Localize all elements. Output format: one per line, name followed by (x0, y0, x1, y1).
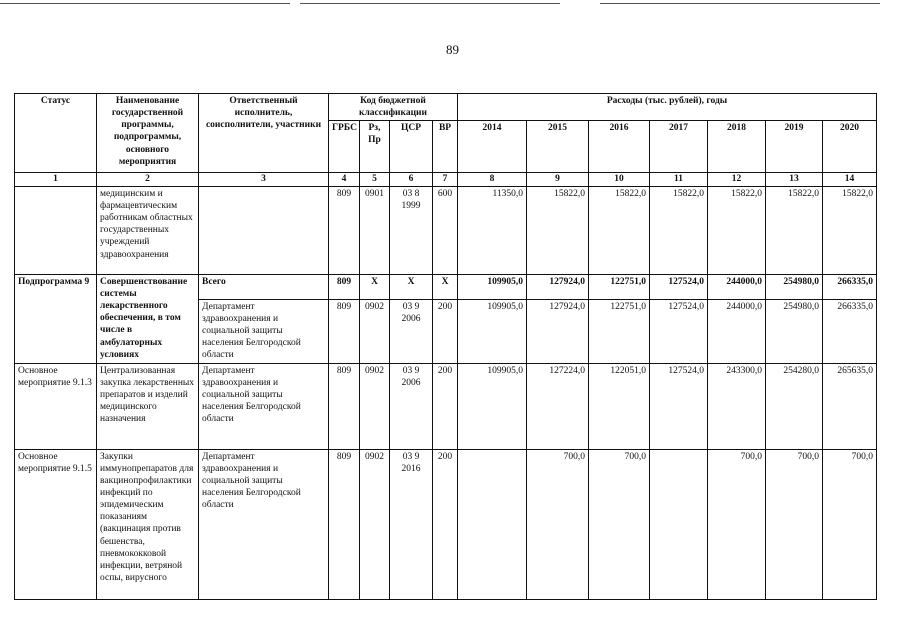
column-number-row (15, 173, 877, 186)
vr-cell: 200 (433, 449, 458, 599)
header-year: 2019 (766, 121, 823, 173)
rzpr-cell: 0902 (360, 299, 390, 363)
grbs-cell: 809 (329, 299, 360, 363)
status-cell: Основное мероприятие 9.1.3 (15, 363, 97, 449)
header-year: 2018 (708, 121, 766, 173)
value-cell: 127524,0 (650, 274, 708, 299)
value-cell: 127524,0 (650, 363, 708, 449)
name-cell: Совершенствование системы лекарственного обеспечения, в том числе в амбулаторных условиях (97, 274, 199, 363)
column-number: 11 (650, 173, 708, 186)
value-cell: 15822,0 (708, 186, 766, 274)
header-rzpr: Рз, Пр (360, 121, 390, 173)
status-cell: Основное мероприятие 9.1.5 (15, 449, 97, 599)
rzpr-cell: 0901 (360, 186, 390, 274)
value-cell: 15822,0 (527, 186, 589, 274)
value-cell: 700,0 (766, 449, 823, 599)
csr-cell: 03 9 2006 (390, 299, 433, 363)
value-cell: 15822,0 (823, 186, 877, 274)
value-cell: 122051,0 (589, 363, 650, 449)
value-cell: 11350,0 (458, 186, 527, 274)
table-row (15, 186, 877, 274)
table-row (15, 449, 877, 599)
value-cell: 700,0 (589, 449, 650, 599)
column-number: 2 (97, 173, 199, 186)
grbs-cell: 809 (329, 363, 360, 449)
vr-cell: 200 (433, 299, 458, 363)
status-cell (15, 186, 97, 274)
value-cell: 127524,0 (650, 299, 708, 363)
table-row (15, 274, 877, 299)
csr-cell: 03 9 2016 (390, 449, 433, 599)
column-number: 12 (708, 173, 766, 186)
value-cell: 244000,0 (708, 299, 766, 363)
executor-cell: Департамент здравоохранения и социальной защиты населения Белгородской области (199, 299, 329, 363)
value-cell: 127924,0 (527, 299, 589, 363)
status-cell: Подпрограмма 9 (15, 274, 97, 363)
column-number: 5 (360, 173, 390, 186)
header-year: 2014 (458, 121, 527, 173)
value-cell: 15822,0 (589, 186, 650, 274)
column-number: 14 (823, 173, 877, 186)
grbs-cell: 809 (329, 186, 360, 274)
top-rule (300, 3, 560, 4)
value-cell: 15822,0 (650, 186, 708, 274)
value-cell: 700,0 (823, 449, 877, 599)
value-cell: 109905,0 (458, 363, 527, 449)
column-number: 13 (766, 173, 823, 186)
value-cell: 122751,0 (589, 274, 650, 299)
rzpr-cell: 0902 (360, 363, 390, 449)
csr-cell: 03 9 2006 (390, 363, 433, 449)
value-cell: 265635,0 (823, 363, 877, 449)
header-budget-code: Код бюджетной классификации (329, 94, 458, 121)
vr-cell: 200 (433, 363, 458, 449)
value-cell: 254980,0 (766, 274, 823, 299)
grbs-cell: 809 (329, 274, 360, 299)
value-cell: 700,0 (708, 449, 766, 599)
value-cell: 244000,0 (708, 274, 766, 299)
header-year: 2016 (589, 121, 650, 173)
header-year: 2017 (650, 121, 708, 173)
value-cell: 700,0 (527, 449, 589, 599)
value-cell: 127924,0 (527, 274, 589, 299)
column-number: 4 (329, 173, 360, 186)
executor-cell: Департамент здравоохранения и социальной защиты населения Белгородской области (199, 449, 329, 599)
column-number: 9 (527, 173, 589, 186)
rzpr-cell: 0902 (360, 449, 390, 599)
value-cell: 109905,0 (458, 274, 527, 299)
header-expenses: Расходы (тыс. рублей), годы (458, 94, 877, 121)
budget-table (14, 93, 877, 600)
value-cell: 15822,0 (766, 186, 823, 274)
value-cell: 243300,0 (708, 363, 766, 449)
value-cell: 254280,0 (766, 363, 823, 449)
top-rule (600, 3, 880, 4)
executor-cell: Всего (199, 274, 329, 299)
header-csr: ЦСР (390, 121, 433, 173)
column-number: 7 (433, 173, 458, 186)
value-cell: 127224,0 (527, 363, 589, 449)
column-number: 1 (15, 173, 97, 186)
header-year: 2020 (823, 121, 877, 173)
name-cell: медицинским и фармацевтическим работникам областных государственных учреждений здравоохранения (97, 186, 199, 274)
value-cell: 254980,0 (766, 299, 823, 363)
value-cell: 266335,0 (823, 299, 877, 363)
vr-cell: 600 (433, 186, 458, 274)
executor-cell: Департамент здравоохранения и социальной защиты населения Белгородской области (199, 363, 329, 449)
name-cell: Централизованная закупка лекарственных препаратов и изделий медицинского назначения (97, 363, 199, 449)
value-cell: 266335,0 (823, 274, 877, 299)
rzpr-cell: Х (360, 274, 390, 299)
column-number: 6 (390, 173, 433, 186)
column-number: 10 (589, 173, 650, 186)
csr-cell: 03 8 1999 (390, 186, 433, 274)
header-vr: ВР (433, 121, 458, 173)
header-grbs: ГРБС (329, 121, 360, 173)
grbs-cell: 809 (329, 449, 360, 599)
column-number: 3 (199, 173, 329, 186)
page-number: 89 (446, 42, 459, 57)
table-row (15, 363, 877, 449)
header-status: Статус (15, 94, 97, 173)
executor-cell (199, 186, 329, 274)
value-cell: 109905,0 (458, 299, 527, 363)
value-cell: 122751,0 (589, 299, 650, 363)
header-executor: Ответственный исполнитель, соисполнители, участники (199, 94, 329, 173)
header-year: 2015 (527, 121, 589, 173)
name-cell: Закупки иммунопрепаратов для вакцинопрофилактики инфекций по эпидемическим показаниям (вакцинация против бешенства, пневмококковой инфекции, ветряной оспы, вирусного (97, 449, 199, 599)
column-number: 8 (458, 173, 527, 186)
value-cell (458, 449, 527, 599)
value-cell (650, 449, 708, 599)
csr-cell: Х (390, 274, 433, 299)
header-name: Наименование государственной программы, подпрограммы, основного мероприятия (97, 94, 199, 173)
vr-cell: Х (433, 274, 458, 299)
top-rule (0, 3, 290, 4)
